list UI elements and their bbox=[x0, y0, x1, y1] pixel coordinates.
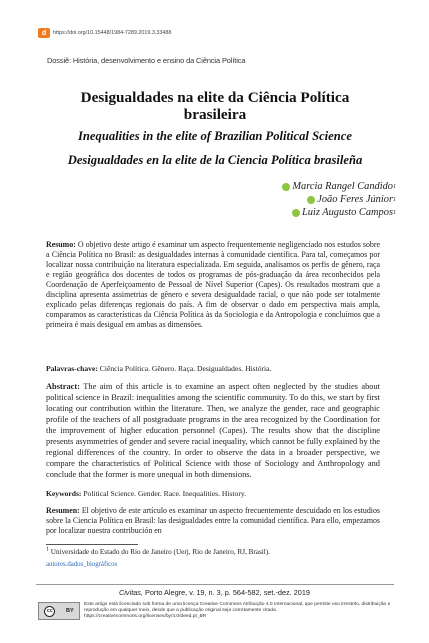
cc-license-badge[interactable] bbox=[38, 602, 80, 620]
resumo-text: O objetivo deste artigo é examinar um aspecto frequentemente negligenciado nos estudos sobre a Ciência Política no Brasil: as desigualdades internas à comunidade científica. Para tal, começamos por localizar nossa contribuição na literatura especializada. Em seguida, analisamos os perfis de gênero, raça e região geográfica dos docentes de todos os programas de pós-graduação da área reconhecidos pela Coordenação de Aperfeiçoamento de Pessoal de Nível Superior (Capes). Os resultados mostram que a disciplina apresenta assimetrias de gênero e severa desigualdade racial, o que não pode ser totalmente explicado pelas diferenças regionais do país. A fim de observar o dado em perspectiva mais ampla, comparamos as características da Ciência Política às da Sociologia e da Antropologia e concluímos que a primeira é mais desigual em ambas as dimensões. bbox=[46, 240, 380, 329]
abstract-text: The aim of this article is to examine an aspect often neglected by the studies about political science in Brazil: inequalities among the scientific community. To do this, we start by first locating our contribution within the literature. Then, we analyze the gender, race and geographic profile of the teachers of all postgraduate programs in the area recognized by the Coordination for the improvement of higher education personnel (Capes). The results show that the discipline presents asymmetries of gender and severe racial inequality, which cannot be fully explained by the regional differences of the country. In order to observe the data in a broader perspective, we compare the characteristics of Political Science with those of Sociology and Anthropology and conclude that the former is more unequal in both dimensions. bbox=[46, 382, 380, 479]
article-title bbox=[40, 89, 390, 123]
doi-logo-icon: d bbox=[38, 28, 50, 38]
footnote-text: Universidade do Estado do Rio de Janeiro (Uerj, Rio de Janeiro, RJ, Brasil). bbox=[49, 548, 270, 556]
author-item: João Feres Júnior 1 bbox=[282, 193, 396, 206]
doi-row bbox=[38, 27, 171, 39]
author-bio-link[interactable]: autores.dados_biográficos bbox=[46, 561, 118, 568]
author-name: Marcia Rangel Candido bbox=[292, 181, 393, 192]
footnote: $^1$ Universidade do Estado do Rio de Janeiro (Uerj, Rio de Janeiro, RJ, Brasil). bbox=[46, 546, 270, 556]
keywords bbox=[46, 489, 380, 498]
resumen-label: Resumen: bbox=[46, 506, 80, 515]
footnote-divider bbox=[46, 544, 138, 545]
article-title-line2: brasileira bbox=[183, 106, 247, 123]
author-name: João Feres Júnior bbox=[317, 194, 393, 205]
orcid-icon[interactable] bbox=[282, 183, 290, 191]
resumo-label: Resumo: bbox=[46, 240, 76, 249]
citation-text: Porto Alegre, v. 19, n. 3, p. 564-582, set.-dez. 2019 bbox=[142, 588, 310, 597]
resumo-paragraph bbox=[46, 240, 380, 330]
dossier-label: Dossiê: História, desenvolvimento e ensino da Ciência Política bbox=[47, 56, 246, 65]
by-icon: BY bbox=[66, 608, 74, 614]
doi-link[interactable]: https://doi.org/10.15448/1984-7289.2019.3.33488 bbox=[53, 30, 172, 36]
author-name: Luiz Augusto Campos bbox=[301, 207, 393, 218]
palavras-label: Palavras-chave: bbox=[46, 364, 98, 373]
author-item: Luiz Augusto Campos 1 bbox=[282, 206, 396, 219]
keywords-text: Political Science. Gender. Race. Inequalities. History. bbox=[81, 489, 247, 498]
english-title: Inequalities in the elite of Brazilian Political Science bbox=[78, 129, 352, 143]
abstract-paragraph bbox=[46, 381, 380, 480]
abstract-label: Abstract: bbox=[46, 382, 80, 391]
journal-name: Civitas, bbox=[119, 588, 143, 597]
author-item: Marcia Rangel Candido 1 bbox=[282, 180, 396, 193]
orcid-icon[interactable] bbox=[307, 196, 315, 204]
palavras-chave bbox=[46, 364, 380, 373]
footer-divider bbox=[36, 584, 394, 585]
resumen-text: El objetivo de este artículo es examinar un aspecto frecuentemente descuidado en los estudios sobre la Ciencia Política en Brasil: las desigualdades entre la comunidad científica. Para ello, empezamos por localizar nuestra contribución en bbox=[46, 506, 380, 535]
resumen-paragraph bbox=[46, 506, 380, 536]
spanish-title: Desigualdades en la elite de la Ciencia Política brasileña bbox=[67, 153, 363, 167]
license-text: Este artigo está licenciado sob forma de uma licença Creative Commons Atribuição 4.0 Internacional, que permite uso irrestrito, distribuição e reprodução em qualquer meio, desde que a publicação original seja corretamente citada. https://creativecommons.org/licenses/by/4.0/deed.pt_BR bbox=[84, 602, 391, 619]
citation bbox=[0, 588, 429, 597]
keywords-label: Keywords: bbox=[46, 489, 82, 498]
author-list bbox=[282, 180, 396, 219]
orcid-icon[interactable] bbox=[292, 209, 300, 217]
cc-icon: cc bbox=[44, 606, 55, 617]
article-title-line1: Desigualdades na elite da Ciência Política bbox=[80, 89, 350, 106]
palavras-text: Ciência Política. Gênero. Raça. Desigualdades. História. bbox=[97, 364, 272, 373]
